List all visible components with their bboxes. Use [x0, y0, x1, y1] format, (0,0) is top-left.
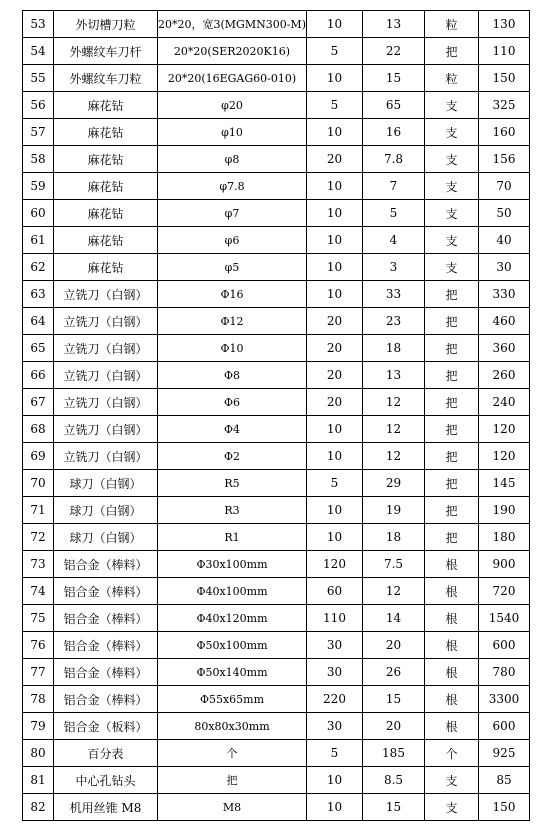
item-name-cell: 立铣刀（白钢） — [54, 389, 158, 416]
item-name-cell: 球刀（白钢） — [54, 524, 158, 551]
unit-cell: 把 — [425, 38, 479, 65]
unit-price-cell: 7.5 — [363, 551, 425, 578]
document-page — [22, 10, 530, 821]
row-number-cell: 65 — [23, 335, 54, 362]
row-number-cell: 72 — [23, 524, 54, 551]
unit-price-cell: 13 — [363, 11, 425, 38]
amount-cell: 720 — [479, 578, 530, 605]
table-row — [23, 200, 530, 227]
unit-cell: 支 — [425, 92, 479, 119]
amount-cell: 156 — [479, 146, 530, 173]
table-row — [23, 362, 530, 389]
row-number-cell: 71 — [23, 497, 54, 524]
unit-price-cell: 7.8 — [363, 146, 425, 173]
specification-cell: Φ40x120mm — [158, 605, 307, 632]
quantity-cell: 10 — [307, 11, 363, 38]
unit-cell: 把 — [425, 362, 479, 389]
amount-cell: 925 — [479, 740, 530, 767]
unit-cell: 支 — [425, 173, 479, 200]
unit-price-cell: 18 — [363, 335, 425, 362]
amount-cell: 325 — [479, 92, 530, 119]
table-row — [23, 11, 530, 38]
amount-cell: 150 — [479, 65, 530, 92]
unit-price-cell: 4 — [363, 227, 425, 254]
unit-price-cell: 20 — [363, 632, 425, 659]
quantity-cell: 10 — [307, 524, 363, 551]
unit-cell: 根 — [425, 686, 479, 713]
table-row — [23, 686, 530, 713]
specification-cell: φ5 — [158, 254, 307, 281]
quantity-cell: 10 — [307, 200, 363, 227]
unit-cell: 粒 — [425, 11, 479, 38]
quantity-cell: 10 — [307, 497, 363, 524]
unit-price-cell: 5 — [363, 200, 425, 227]
amount-cell: 120 — [479, 416, 530, 443]
unit-price-cell: 18 — [363, 524, 425, 551]
table-row — [23, 389, 530, 416]
unit-cell: 根 — [425, 713, 479, 740]
specification-cell: Φ30x100mm — [158, 551, 307, 578]
quantity-cell: 30 — [307, 713, 363, 740]
item-name-cell: 铝合金（棒料） — [54, 551, 158, 578]
row-number-cell: 73 — [23, 551, 54, 578]
quantity-cell: 5 — [307, 740, 363, 767]
item-name-cell: 立铣刀（白钢） — [54, 416, 158, 443]
table-row — [23, 524, 530, 551]
amount-cell: 780 — [479, 659, 530, 686]
table-row — [23, 713, 530, 740]
row-number-cell: 58 — [23, 146, 54, 173]
table-row — [23, 632, 530, 659]
quantity-cell: 10 — [307, 227, 363, 254]
unit-cell: 根 — [425, 659, 479, 686]
table-row — [23, 308, 530, 335]
row-number-cell: 64 — [23, 308, 54, 335]
row-number-cell: 60 — [23, 200, 54, 227]
specification-cell: 个 — [158, 740, 307, 767]
row-number-cell: 81 — [23, 767, 54, 794]
quantity-cell: 20 — [307, 146, 363, 173]
table-row — [23, 92, 530, 119]
unit-price-cell: 185 — [363, 740, 425, 767]
row-number-cell: 82 — [23, 794, 54, 821]
unit-price-cell: 12 — [363, 416, 425, 443]
unit-cell: 把 — [425, 308, 479, 335]
specification-cell: Φ2 — [158, 443, 307, 470]
specification-cell: Φ16 — [158, 281, 307, 308]
amount-cell: 3300 — [479, 686, 530, 713]
specification-cell: R5 — [158, 470, 307, 497]
row-number-cell: 62 — [23, 254, 54, 281]
item-name-cell: 铝合金（棒料） — [54, 659, 158, 686]
quantity-cell: 220 — [307, 686, 363, 713]
item-name-cell: 立铣刀（白钢） — [54, 335, 158, 362]
amount-cell: 600 — [479, 632, 530, 659]
row-number-cell: 59 — [23, 173, 54, 200]
unit-cell: 根 — [425, 632, 479, 659]
item-name-cell: 麻花钻 — [54, 119, 158, 146]
quantity-cell: 10 — [307, 173, 363, 200]
unit-cell: 把 — [425, 335, 479, 362]
quantity-cell: 10 — [307, 794, 363, 821]
amount-cell: 180 — [479, 524, 530, 551]
amount-cell: 50 — [479, 200, 530, 227]
item-name-cell: 麻花钻 — [54, 227, 158, 254]
specification-cell: Φ50x100mm — [158, 632, 307, 659]
unit-price-cell: 12 — [363, 443, 425, 470]
amount-cell: 30 — [479, 254, 530, 281]
unit-price-cell: 3 — [363, 254, 425, 281]
quantity-cell: 10 — [307, 281, 363, 308]
row-number-cell: 54 — [23, 38, 54, 65]
specification-cell: R1 — [158, 524, 307, 551]
quantity-cell: 20 — [307, 362, 363, 389]
row-number-cell: 68 — [23, 416, 54, 443]
item-name-cell: 立铣刀（白钢） — [54, 281, 158, 308]
quantity-cell: 10 — [307, 443, 363, 470]
row-number-cell: 77 — [23, 659, 54, 686]
row-number-cell: 61 — [23, 227, 54, 254]
unit-price-cell: 8.5 — [363, 767, 425, 794]
item-name-cell: 麻花钻 — [54, 146, 158, 173]
row-number-cell: 56 — [23, 92, 54, 119]
item-name-cell: 麻花钻 — [54, 200, 158, 227]
quantity-cell: 20 — [307, 335, 363, 362]
quantity-cell: 10 — [307, 416, 363, 443]
row-number-cell: 57 — [23, 119, 54, 146]
materials-table — [22, 10, 530, 821]
row-number-cell: 55 — [23, 65, 54, 92]
table-row — [23, 470, 530, 497]
specification-cell: Φ12 — [158, 308, 307, 335]
amount-cell: 110 — [479, 38, 530, 65]
row-number-cell: 67 — [23, 389, 54, 416]
specification-cell: 把 — [158, 767, 307, 794]
quantity-cell: 30 — [307, 659, 363, 686]
quantity-cell: 5 — [307, 92, 363, 119]
table-row — [23, 605, 530, 632]
specification-cell: 20*20，宽3(MGMN300-M) — [158, 11, 307, 38]
table-row — [23, 281, 530, 308]
row-number-cell: 75 — [23, 605, 54, 632]
item-name-cell: 机用丝锥 M8 — [54, 794, 158, 821]
item-name-cell: 球刀（白钢） — [54, 470, 158, 497]
item-name-cell: 外切槽刀粒 — [54, 11, 158, 38]
unit-cell: 粒 — [425, 65, 479, 92]
specification-cell: φ8 — [158, 146, 307, 173]
table-row — [23, 497, 530, 524]
unit-cell: 把 — [425, 470, 479, 497]
amount-cell: 190 — [479, 497, 530, 524]
table-row — [23, 767, 530, 794]
unit-price-cell: 14 — [363, 605, 425, 632]
unit-price-cell: 13 — [363, 362, 425, 389]
unit-cell: 把 — [425, 281, 479, 308]
amount-cell: 240 — [479, 389, 530, 416]
quantity-cell: 10 — [307, 65, 363, 92]
unit-cell: 根 — [425, 605, 479, 632]
table-row — [23, 38, 530, 65]
unit-price-cell: 15 — [363, 65, 425, 92]
quantity-cell: 120 — [307, 551, 363, 578]
specification-cell: Φ4 — [158, 416, 307, 443]
amount-cell: 145 — [479, 470, 530, 497]
specification-cell: M8 — [158, 794, 307, 821]
quantity-cell: 10 — [307, 254, 363, 281]
row-number-cell: 53 — [23, 11, 54, 38]
item-name-cell: 铝合金（棒料） — [54, 578, 158, 605]
amount-cell: 70 — [479, 173, 530, 200]
unit-price-cell: 19 — [363, 497, 425, 524]
unit-price-cell: 20 — [363, 713, 425, 740]
amount-cell: 260 — [479, 362, 530, 389]
row-number-cell: 69 — [23, 443, 54, 470]
row-number-cell: 70 — [23, 470, 54, 497]
table-row — [23, 740, 530, 767]
row-number-cell: 78 — [23, 686, 54, 713]
quantity-cell: 110 — [307, 605, 363, 632]
table-row — [23, 551, 530, 578]
table-body — [23, 11, 530, 821]
specification-cell: φ6 — [158, 227, 307, 254]
quantity-cell: 60 — [307, 578, 363, 605]
amount-cell: 600 — [479, 713, 530, 740]
table-row — [23, 416, 530, 443]
quantity-cell: 5 — [307, 38, 363, 65]
quantity-cell: 30 — [307, 632, 363, 659]
specification-cell: φ10 — [158, 119, 307, 146]
specification-cell: Φ50x140mm — [158, 659, 307, 686]
unit-cell: 把 — [425, 524, 479, 551]
unit-cell: 支 — [425, 794, 479, 821]
amount-cell: 360 — [479, 335, 530, 362]
row-number-cell: 80 — [23, 740, 54, 767]
table-row — [23, 173, 530, 200]
unit-price-cell: 15 — [363, 686, 425, 713]
quantity-cell: 20 — [307, 389, 363, 416]
amount-cell: 130 — [479, 11, 530, 38]
amount-cell: 150 — [479, 794, 530, 821]
row-number-cell: 63 — [23, 281, 54, 308]
row-number-cell: 79 — [23, 713, 54, 740]
quantity-cell: 10 — [307, 767, 363, 794]
unit-cell: 支 — [425, 254, 479, 281]
unit-cell: 把 — [425, 389, 479, 416]
item-name-cell: 外螺纹车刀粒 — [54, 65, 158, 92]
row-number-cell: 66 — [23, 362, 54, 389]
unit-price-cell: 22 — [363, 38, 425, 65]
unit-price-cell: 29 — [363, 470, 425, 497]
amount-cell: 120 — [479, 443, 530, 470]
specification-cell: Φ55x65mm — [158, 686, 307, 713]
unit-price-cell: 33 — [363, 281, 425, 308]
specification-cell: R3 — [158, 497, 307, 524]
item-name-cell: 立铣刀（白钢） — [54, 443, 158, 470]
amount-cell: 40 — [479, 227, 530, 254]
table-row — [23, 65, 530, 92]
unit-price-cell: 23 — [363, 308, 425, 335]
specification-cell: Φ10 — [158, 335, 307, 362]
amount-cell: 460 — [479, 308, 530, 335]
amount-cell: 900 — [479, 551, 530, 578]
table-row — [23, 578, 530, 605]
unit-cell: 把 — [425, 443, 479, 470]
item-name-cell: 铝合金（棒料） — [54, 632, 158, 659]
row-number-cell: 76 — [23, 632, 54, 659]
item-name-cell: 中心孔钻头 — [54, 767, 158, 794]
specification-cell: Φ6 — [158, 389, 307, 416]
specification-cell: 80x80x30mm — [158, 713, 307, 740]
table-row — [23, 254, 530, 281]
table-row — [23, 146, 530, 173]
unit-cell: 支 — [425, 119, 479, 146]
item-name-cell: 麻花钻 — [54, 254, 158, 281]
unit-price-cell: 16 — [363, 119, 425, 146]
unit-price-cell: 12 — [363, 578, 425, 605]
amount-cell: 1540 — [479, 605, 530, 632]
unit-cell: 个 — [425, 740, 479, 767]
unit-price-cell: 7 — [363, 173, 425, 200]
row-number-cell: 74 — [23, 578, 54, 605]
specification-cell: Φ8 — [158, 362, 307, 389]
unit-cell: 支 — [425, 200, 479, 227]
item-name-cell: 铝合金（棒料） — [54, 605, 158, 632]
table-row — [23, 794, 530, 821]
table-row — [23, 659, 530, 686]
table-row — [23, 443, 530, 470]
table-row — [23, 335, 530, 362]
amount-cell: 85 — [479, 767, 530, 794]
unit-cell: 根 — [425, 578, 479, 605]
specification-cell: φ20 — [158, 92, 307, 119]
amount-cell: 160 — [479, 119, 530, 146]
unit-cell: 把 — [425, 497, 479, 524]
specification-cell: 20*20(SER2020K16) — [158, 38, 307, 65]
unit-price-cell: 65 — [363, 92, 425, 119]
item-name-cell: 铝合金（板料） — [54, 713, 158, 740]
specification-cell: Φ40x100mm — [158, 578, 307, 605]
unit-cell: 支 — [425, 227, 479, 254]
item-name-cell: 铝合金（棒料） — [54, 686, 158, 713]
unit-cell: 支 — [425, 767, 479, 794]
table-row — [23, 119, 530, 146]
amount-cell: 330 — [479, 281, 530, 308]
item-name-cell: 立铣刀（白钢） — [54, 308, 158, 335]
item-name-cell: 麻花钻 — [54, 92, 158, 119]
specification-cell: φ7.8 — [158, 173, 307, 200]
item-name-cell: 麻花钻 — [54, 173, 158, 200]
table-row — [23, 227, 530, 254]
unit-price-cell: 15 — [363, 794, 425, 821]
unit-cell: 把 — [425, 416, 479, 443]
quantity-cell: 10 — [307, 119, 363, 146]
quantity-cell: 20 — [307, 308, 363, 335]
specification-cell: φ7 — [158, 200, 307, 227]
item-name-cell: 立铣刀（白钢） — [54, 362, 158, 389]
item-name-cell: 球刀（白钢） — [54, 497, 158, 524]
unit-price-cell: 26 — [363, 659, 425, 686]
specification-cell: 20*20(16EGAG60-010) — [158, 65, 307, 92]
unit-cell: 支 — [425, 146, 479, 173]
unit-cell: 根 — [425, 551, 479, 578]
quantity-cell: 5 — [307, 470, 363, 497]
item-name-cell: 外螺纹车刀杆 — [54, 38, 158, 65]
item-name-cell: 百分表 — [54, 740, 158, 767]
unit-price-cell: 12 — [363, 389, 425, 416]
